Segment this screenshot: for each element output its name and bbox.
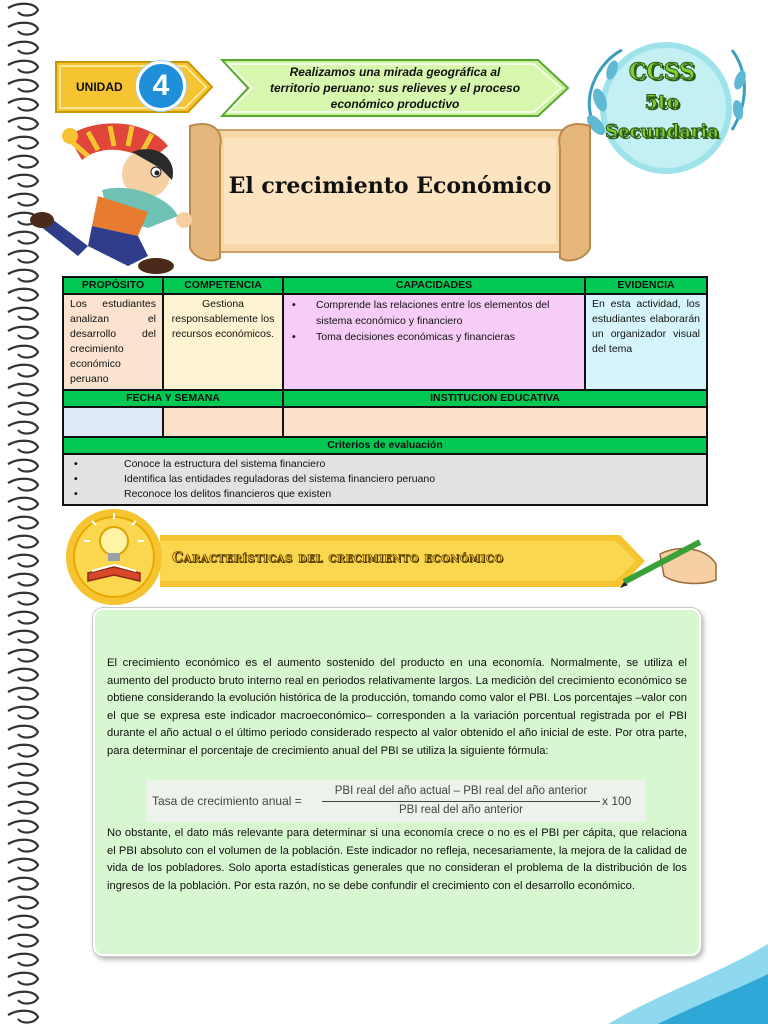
formula-lhs: Tasa de crecimiento anual =	[152, 794, 302, 808]
header-competencia: COMPETENCIA	[163, 277, 283, 294]
spiral-loop	[8, 973, 38, 985]
spiral-loop	[8, 555, 38, 567]
spiral-loop	[8, 745, 38, 757]
spiral-loop	[8, 802, 38, 814]
formula-multiplier: x 100	[602, 794, 632, 808]
course-grade: 5to	[644, 91, 680, 113]
spiral-loop	[8, 61, 38, 73]
spiral-loop	[8, 403, 38, 415]
header-evidencia: EVIDENCIA	[585, 277, 707, 294]
competencia-cell: Gestiona responsablemente los recursos económicos.	[163, 294, 283, 390]
spiral-loop	[8, 726, 38, 738]
header-criterios: Criterios de evaluación	[63, 437, 707, 454]
capacidad-item: • Comprende las relaciones entre los elementos del sistema económico y financiero	[290, 297, 578, 329]
spiral-loop	[8, 1011, 38, 1023]
content-paragraph-1: El crecimiento económico es el aumento sostenido del producto en una economía. Normalmente, se utiliza el aumento del producto bruto interno real en periodos relativamente largos. La medición del crecimiento económico se obtiene considerando la evolución histórica de la producción, tomando como valor el PBI. Los porcentajes –valor con el que se expresa este indicador macroeconómico– corresponden a la variación porcentual registrada por el PBI durante el año actual o el último periodo considerado respecto al valor obtenido el año inicial de este. Por otra parte, para determinar el porcentaje de crecimiento anual del PBI se utiliza la siguiente fórmula:	[107, 657, 687, 757]
spiral-loop	[8, 308, 38, 320]
spiral-loop	[8, 536, 38, 548]
unidad-label: UNIDAD	[76, 80, 123, 94]
formula-fraction-bar	[322, 801, 600, 802]
evidencia-cell: En esta actividad, los estudiantes elaborarán un organizador visual del tema	[585, 294, 707, 390]
spiral-loop	[8, 498, 38, 510]
spiral-loop	[8, 935, 38, 947]
unidad-number: 4	[136, 61, 186, 111]
course-subject: CCSS	[628, 59, 696, 85]
hand-writing-icon	[620, 530, 720, 592]
spiral-loop	[8, 669, 38, 681]
spiral-loop	[8, 517, 38, 529]
spiral-loop	[8, 859, 38, 871]
spiral-loop	[8, 612, 38, 624]
criterio-item: • Reconoce los delitos financieros que existen	[70, 487, 700, 502]
criterio-item: • Conoce la estructura del sistema financiero	[70, 457, 700, 472]
spiral-loop	[8, 840, 38, 852]
semana-cell	[163, 407, 283, 437]
spiral-loop	[8, 422, 38, 434]
spiral-loop	[8, 289, 38, 301]
spiral-loop	[8, 460, 38, 472]
institucion-cell	[283, 407, 707, 437]
criterio-item: • Identifica las entidades reguladoras del sistema financiero peruano	[70, 472, 700, 487]
formula-denominator: PBI real del año anterior	[398, 804, 524, 816]
spiral-loop	[8, 42, 38, 54]
spiral-loop	[8, 479, 38, 491]
course-level: Secundaria	[605, 121, 719, 142]
spiral-loop	[8, 574, 38, 586]
spiral-loop	[8, 821, 38, 833]
course-label	[592, 58, 732, 146]
capacidades-cell	[283, 294, 585, 390]
page-title: El crecimiento Económico	[228, 173, 552, 199]
spiral-loop	[8, 4, 38, 16]
formula-numerator: PBI real del año actual – PBI real del año anterior	[334, 785, 588, 797]
spiral-loop	[8, 384, 38, 396]
unit-title-line2: territorio peruano: sus relieves y el proceso	[269, 81, 521, 95]
spiral-loop	[8, 80, 38, 92]
header-capacidades: CAPACIDADES	[283, 277, 585, 294]
spiral-loop	[8, 23, 38, 35]
section-title: Características del crecimiento económico	[172, 550, 504, 566]
unit-title-line3: económico productivo	[330, 97, 460, 111]
spiral-loop	[8, 916, 38, 928]
info-table	[62, 276, 708, 506]
proposito-cell: Los estudiantes analizan el desarrollo del crecimiento económico peruano	[63, 294, 163, 390]
spiral-loop	[8, 688, 38, 700]
spiral-loop	[8, 346, 38, 358]
unit-title-line1: Realizamos una mirada geográfica al	[289, 65, 501, 79]
capacidad-item: • Toma decisiones económicas y financieras	[290, 329, 578, 345]
spiral-loop	[8, 365, 38, 377]
spiral-loop	[8, 593, 38, 605]
spiral-loop	[8, 327, 38, 339]
criterios-cell	[63, 454, 707, 505]
unit-title	[250, 64, 540, 112]
spiral-loop	[8, 650, 38, 662]
spiral-loop	[8, 764, 38, 776]
spiral-loop	[8, 783, 38, 795]
cartoon-kid-illustration	[28, 116, 206, 278]
growth-rate-formula	[146, 780, 646, 822]
header-institucion: INSTITUCION EDUCATIVA	[283, 390, 707, 407]
header-proposito: PROPÓSITO	[63, 277, 163, 294]
spiral-loop	[8, 707, 38, 719]
header-fecha: FECHA Y SEMANA	[63, 390, 283, 407]
spiral-loop	[8, 99, 38, 111]
spiral-loop	[8, 878, 38, 890]
spiral-loop	[8, 441, 38, 453]
fecha-cell	[63, 407, 163, 437]
spiral-loop	[8, 954, 38, 966]
spiral-loop	[8, 631, 38, 643]
content-paragraph-2: No obstante, el dato más relevante para determinar si una economía crece o no es el PBI per cápita, que relaciona el PBI absoluto con el volumen de la población. Este indicador no refleja, necesariamente, la mejora de la calidad de vida de los pobladores. Solo aporta estadísticas generales que no consideran el problema de la distribución de los ingresos de la población. Por esta razón, no se debe confundir el crecimiento con el desarrollo económico.	[107, 827, 687, 892]
spiral-loop	[8, 897, 38, 909]
spiral-loop	[8, 992, 38, 1004]
